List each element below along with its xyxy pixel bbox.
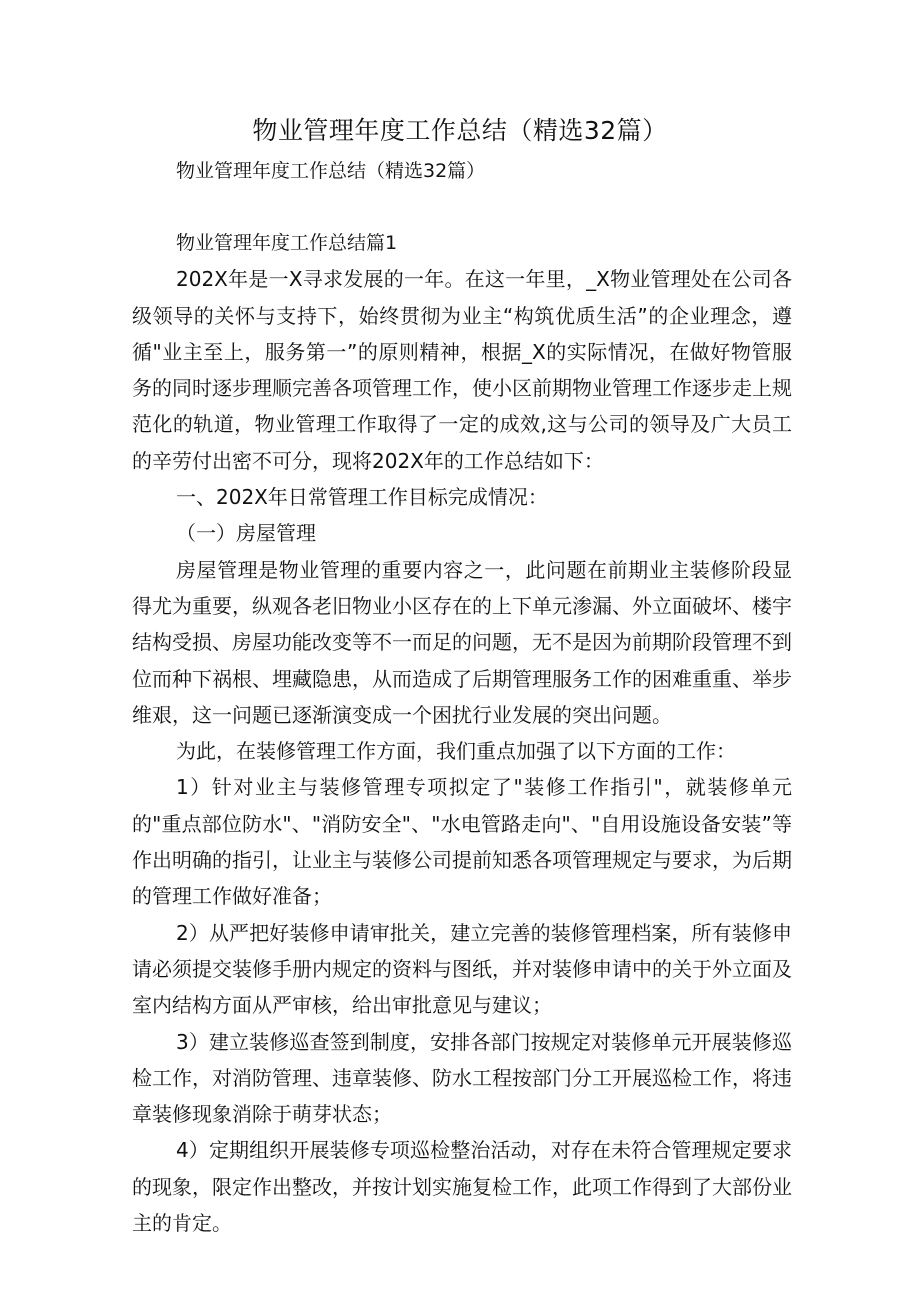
section-heading: 物业管理年度工作总结篇1 xyxy=(176,232,398,254)
paragraph-measure-2: 2）从严把好装修申请审批关，建立完善的装修管理档案，所有装修申请必须提交装修手册内规定的资料与图纸，并对装修申请中的关于外立面及室内结构方面从严审核，给出审批意见与建议； xyxy=(132,920,792,1018)
paragraph-measure-3: 3）建立装修巡查签到制度，安排各部门按规定对装修单元开展装修巡检工作，对消防管理、违章装修、防水工程按部门分工开展巡检工作，将违章装修现象消除于萌芽状态； xyxy=(132,1029,792,1127)
paragraph-housing: 房屋管理是物业管理的重要内容之一，此问题在前期业主装修阶段显得尤为重要，纵观各老旧物业小区存在的上下单元渗漏、外立面破坏、楼宇结构受损、房屋功能改变等不一而足的问题，无不是因为前期阶段管理不到位而种下祸根、埋藏隐患，从而造成了后期管理服务工作的困难重重、举步维艰，这一问题已逐渐演变成一个困扰行业发展的突出问题。 xyxy=(132,557,792,727)
document-body xyxy=(132,225,792,1241)
paragraph-measures-intro: 为此，在装修管理工作方面，我们重点加强了以下方面的工作： xyxy=(176,739,736,764)
document-subtitle: 物业管理年度工作总结（精选32篇） xyxy=(176,160,486,182)
paragraph-heading-1: 一、202X年日常管理工作目标完成情况： xyxy=(176,485,548,510)
paragraph-heading-1-1: （一）房屋管理 xyxy=(176,521,316,546)
paragraph-intro: 202X年是一X寻求发展的一年。在这一年里，_X物业管理处在公司各级领导的关怀与支持下，始终贯彻为业主“构筑优质生活”的企业理念，遵循"业主至上，服务第一”的原则精神，根据_X的实际情况，在做好物管服务的同时逐步理顺完善各项管理工作，使小区前期物业管理工作逐步走上规范化的轨道，物业管理工作取得了一定的成效,这与公司的领导及广大员工的辛劳付出密不可分，现将202X年的工作总结如下： xyxy=(132,267,792,473)
document-title: 物业管理年度工作总结（精选32篇） xyxy=(252,116,668,145)
paragraph-measure-1: 1）针对业主与装修管理专项拟定了"装修工作指引"，就装修单元的"重点部位防水"、"消防安全"、"水电管路走向"、"自用设施设备安装”等作出明确的指引，让业主与装修公司提前知悉各项管理规定与要求，为后期的管理工作做好准备； xyxy=(132,775,792,909)
paragraph-measure-4: 4）定期组织开展装修专项巡检整治活动，对存在未符合管理规定要求的现象，限定作出整改，并按计划实施复检工作，此项工作得到了大部份业主的肯定。 xyxy=(132,1138,792,1236)
